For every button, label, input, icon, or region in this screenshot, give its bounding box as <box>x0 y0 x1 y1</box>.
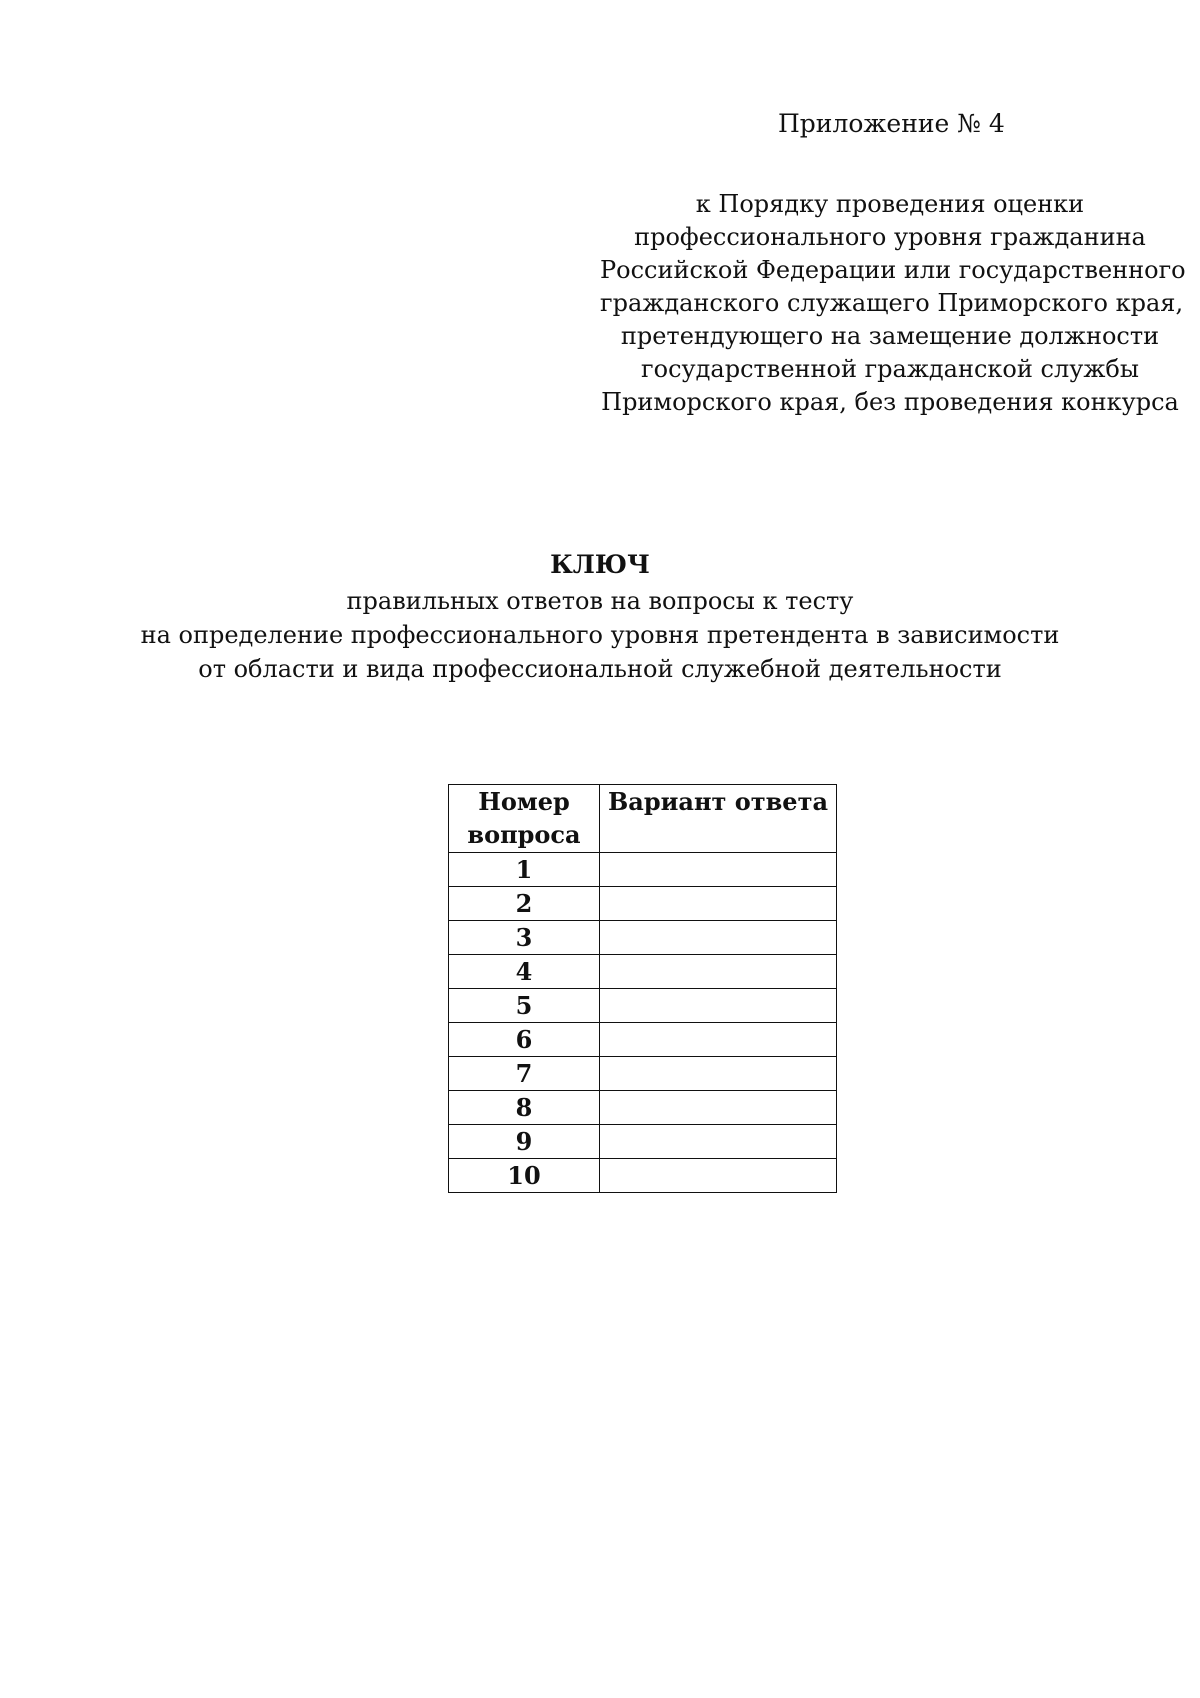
answer-cell <box>600 1125 837 1159</box>
table-row <box>449 955 837 989</box>
table-row <box>449 1125 837 1159</box>
table-row <box>449 1159 837 1193</box>
question-number-cell: 2 <box>449 887 600 921</box>
addressee-line: к Порядку проведения оценки <box>695 190 1085 218</box>
answer-variant-header: Вариант ответа <box>600 785 837 853</box>
subheading-line: правильных ответов на вопросы к тесту <box>346 587 854 615</box>
question-number-cell: 8 <box>449 1091 600 1125</box>
answer-cell <box>600 1091 837 1125</box>
answer-cell <box>600 1057 837 1091</box>
question-number-cell: 7 <box>449 1057 600 1091</box>
addressee-line: гражданского служащего Приморского края, <box>600 289 1184 317</box>
answer-cell <box>600 1023 837 1057</box>
table-row <box>449 853 837 887</box>
table-header-row <box>449 785 837 853</box>
question-number-cell: 9 <box>449 1125 600 1159</box>
answer-cell <box>600 1159 837 1193</box>
answer-key-table <box>448 784 837 1193</box>
appendix-addressee <box>600 188 1186 419</box>
answer-cell <box>600 853 837 887</box>
table-row <box>449 1091 837 1125</box>
table-row <box>449 887 837 921</box>
question-number-header <box>449 785 600 853</box>
document-heading: КЛЮЧ <box>550 550 650 579</box>
appendix-title: Приложение № 4 <box>778 109 1005 138</box>
answer-cell <box>600 887 837 921</box>
addressee-line: профессионального уровня гражданина <box>634 223 1146 251</box>
question-number-cell: 1 <box>449 853 600 887</box>
addressee-line: претендующего на замещение должности <box>620 322 1160 350</box>
table-row <box>449 1023 837 1057</box>
answer-cell <box>600 989 837 1023</box>
table-row <box>449 921 837 955</box>
document-subheading <box>100 584 1100 686</box>
addressee-line: государственной гражданской службы <box>641 355 1139 383</box>
header-line: Номер <box>478 787 570 816</box>
question-number-cell: 4 <box>449 955 600 989</box>
table-row <box>449 989 837 1023</box>
subheading-line: от области и вида профессиональной служебной деятельности <box>198 655 1002 683</box>
answer-cell <box>600 955 837 989</box>
header-line: вопроса <box>467 820 581 849</box>
addressee-line: Российской Федерации или государственного <box>600 256 1186 284</box>
question-number-cell: 10 <box>449 1159 600 1193</box>
subheading-line: на определение профессионального уровня претендента в зависимости <box>140 621 1060 649</box>
table-row <box>449 1057 837 1091</box>
addressee-line: Приморского края, без проведения конкурса <box>601 388 1179 416</box>
question-number-cell: 6 <box>449 1023 600 1057</box>
answer-cell <box>600 921 837 955</box>
question-number-cell: 5 <box>449 989 600 1023</box>
question-number-cell: 3 <box>449 921 600 955</box>
